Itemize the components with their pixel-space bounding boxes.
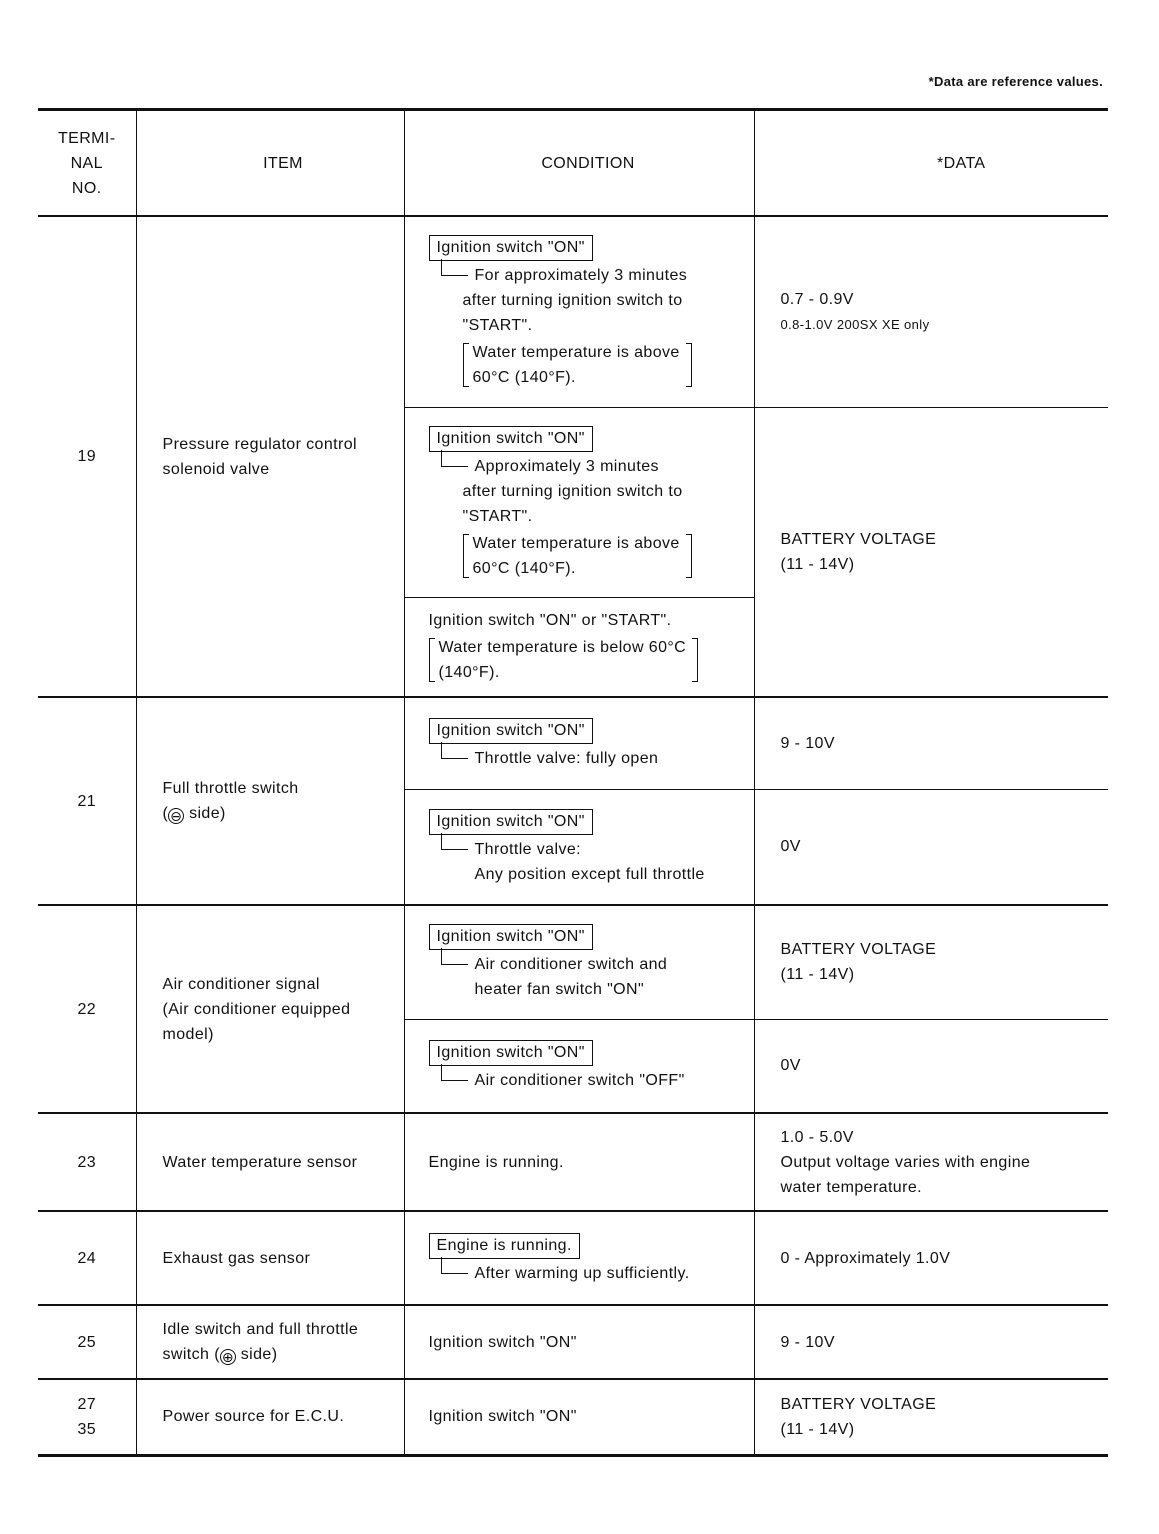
condition-box: Ignition switch "ON" <box>429 809 593 835</box>
condition-cell <box>404 905 754 1019</box>
item-cell: Exhaust gas sensor <box>136 1211 404 1305</box>
data-cell: BATTERY VOLTAGE (11 - 14V) <box>754 407 1108 697</box>
terminal-number: 23 <box>38 1113 136 1211</box>
condition-cell <box>404 697 754 789</box>
condition-box: Engine is running. <box>429 1233 580 1259</box>
condition-cell <box>404 789 754 905</box>
plus-circle-icon: ⊕ <box>221 1349 234 1365</box>
item-cell: Water temperature sensor <box>136 1113 404 1211</box>
condition-branch: Throttle valve: Any position except full throttle <box>441 837 748 887</box>
header-condition: CONDITION <box>404 110 754 217</box>
item-cell: Idle switch and full throttle switch ( ⊕ side) <box>136 1305 404 1379</box>
condition-branch: Air conditioner switch and heater fan switch "ON" <box>441 952 748 1002</box>
condition-cell: Ignition switch "ON" <box>404 1379 754 1455</box>
branch-connector <box>441 742 468 759</box>
terminal-number: 22 <box>38 905 136 1113</box>
minus-circle-icon: ⊖ <box>170 808 183 824</box>
item-cell: Full throttle switch ( ⊖ side) <box>136 697 404 905</box>
table-row <box>38 1113 1108 1211</box>
condition-box: Ignition switch "ON" <box>429 1040 593 1066</box>
header-terminal-no: TERMI- NAL NO. <box>38 110 136 217</box>
table-row <box>38 697 1108 789</box>
branch-connector <box>441 259 468 276</box>
condition-box: Ignition switch "ON" <box>429 924 593 950</box>
data-cell: 0V <box>754 1019 1108 1113</box>
data-cell: BATTERY VOLTAGE (11 - 14V) <box>754 1379 1108 1455</box>
condition-cell: Ignition switch "ON" <box>404 1305 754 1379</box>
condition-branch: Throttle valve: fully open <box>441 746 748 771</box>
data-cell: 0 - Approximately 1.0V <box>754 1211 1108 1305</box>
header-item: ITEM <box>136 110 404 217</box>
terminal-number: 25 <box>38 1305 136 1379</box>
condition-bracket: Water temperature is below 60°C (140°F). <box>429 635 699 685</box>
condition-cell: Engine is running. <box>404 1113 754 1211</box>
branch-connector <box>441 1064 468 1081</box>
table-row <box>38 1379 1108 1455</box>
item-cell: Air conditioner signal (Air conditioner equipped model) <box>136 905 404 1113</box>
data-cell: 0.7 - 0.9V 0.8-1.0V 200SX XE only <box>754 216 1108 407</box>
table-row <box>38 905 1108 1019</box>
data-cell: BATTERY VOLTAGE (11 - 14V) <box>754 905 1108 1019</box>
condition-branch: For approximately 3 minutes <box>441 263 748 288</box>
branch-connector <box>441 1257 468 1274</box>
table-row <box>38 1211 1108 1305</box>
header-data: *DATA <box>754 110 1108 217</box>
branch-connector <box>441 833 468 850</box>
condition-box: Ignition switch "ON" <box>429 426 593 452</box>
condition-box: Ignition switch "ON" <box>429 235 593 261</box>
reference-values-note: *Data are reference values. <box>928 74 1103 89</box>
ecu-terminal-table <box>38 108 1108 1457</box>
condition-branch: Approximately 3 minutes <box>441 454 748 479</box>
terminal-number: 24 <box>38 1211 136 1305</box>
condition-bracket: Water temperature is above 60°C (140°F). <box>463 340 692 390</box>
data-cell: 0V <box>754 789 1108 905</box>
table-row <box>38 1305 1108 1379</box>
data-cell: 9 - 10V <box>754 697 1108 789</box>
table-header-row <box>38 110 1108 217</box>
condition-box: Ignition switch "ON" <box>429 718 593 744</box>
terminal-number: 21 <box>38 697 136 905</box>
item-cell: Pressure regulator control solenoid valve <box>136 216 404 697</box>
item-cell: Power source for E.C.U. <box>136 1379 404 1455</box>
terminal-number: 19 <box>38 216 136 697</box>
terminal-number: 27 35 <box>38 1379 136 1455</box>
condition-cell: Ignition switch "ON" Approximately 3 minutes after turning ignition switch to "START". Water temperature is above 60°C (140°F). <box>404 407 754 597</box>
condition-cell <box>404 1211 754 1305</box>
condition-bracket: Water temperature is above 60°C (140°F). <box>463 531 692 581</box>
condition-branch: After warming up sufficiently. <box>441 1261 748 1286</box>
table-row <box>38 216 1108 407</box>
branch-connector <box>441 450 468 467</box>
data-cell: 1.0 - 5.0V Output voltage varies with engine water temperature. <box>754 1113 1108 1211</box>
condition-cell: Ignition switch "ON" or "START". Water temperature is below 60°C (140°F). <box>404 597 754 697</box>
condition-cell <box>404 1019 754 1113</box>
data-cell: 9 - 10V <box>754 1305 1108 1379</box>
condition-branch: Air conditioner switch "OFF" <box>441 1068 748 1093</box>
branch-connector <box>441 948 468 965</box>
condition-cell: Ignition switch "ON" For approximately 3 minutes after turning ignition switch to "START". Water temperature is above 60°C (140°F). <box>404 216 754 407</box>
